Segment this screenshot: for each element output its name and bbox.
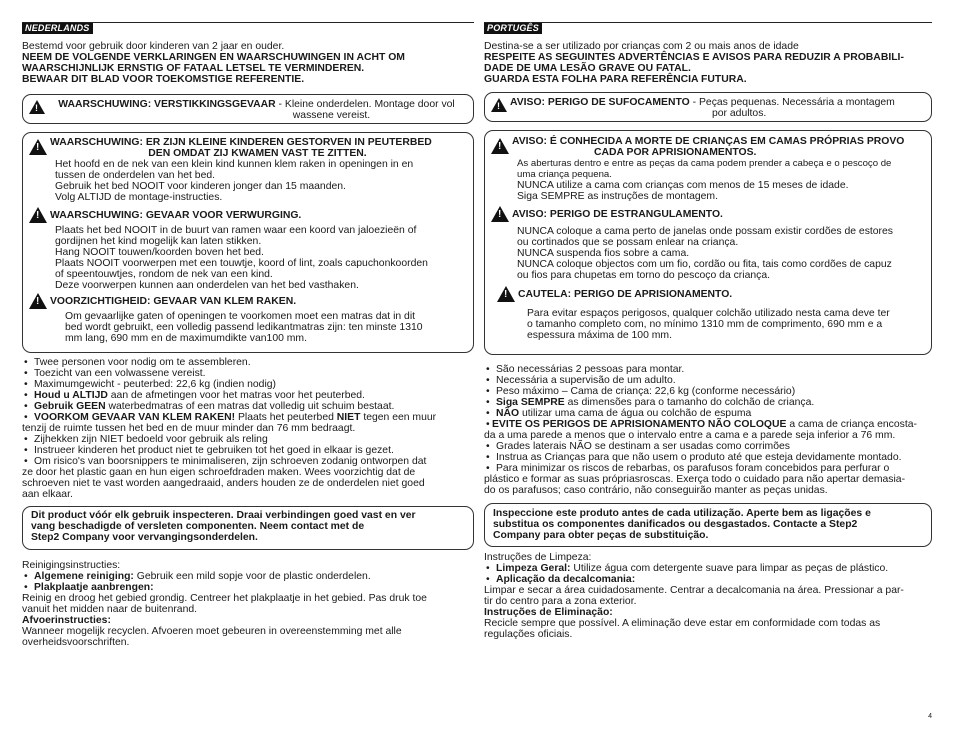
warnings-box xyxy=(22,132,474,353)
strangulation-text xyxy=(491,226,923,281)
item-bold: EVITE OS PERIGOS DE APRISIONAMENTO NÃO COLOQUE xyxy=(492,419,787,430)
list-item xyxy=(22,401,474,412)
text-line: NUNCA coloque a cama perto de janelas onde possam existir cordões de estores xyxy=(517,226,893,237)
list-item xyxy=(22,571,474,582)
cleaning-section xyxy=(22,560,474,648)
dutch-column xyxy=(22,22,474,648)
warning-icon xyxy=(491,206,509,222)
text-line: espessura máxima de 100 mm. xyxy=(527,330,672,341)
language-tab-portuguese: PORTUGÊS xyxy=(484,23,542,34)
item-text: Gebruik een mild sopje voor de plastic onderdelen. xyxy=(133,571,371,582)
text-line: Plaats NOOIT voorwerpen met een touwtje, koord of lint, zoals capuchonkoorden xyxy=(55,258,428,269)
warning-icon xyxy=(491,98,507,112)
intro-dutch xyxy=(22,41,474,85)
inspect-box xyxy=(22,506,474,550)
text-line: vang beschadigde of versleten componenten. Neem contact met de xyxy=(31,521,365,532)
text-line: NUNCA utilize a cama com crianças com menos de 15 meses de idade. xyxy=(517,180,849,191)
caution-heading: VOORZICHTIGHEID: GEVAAR VAN KLEM RAKEN. xyxy=(50,296,297,307)
text-line: tussen de onderdelen van het bed. xyxy=(55,170,216,181)
intro-text: Destina-se a ser utilizado por crianças com 2 ou mais anos de idade xyxy=(484,41,799,52)
cleaning-list xyxy=(22,571,474,593)
disposal-title: Instruções de Eliminação: xyxy=(484,607,613,618)
item-text: as dimensões para o tamanho do colchão de criança. xyxy=(564,397,815,408)
intro-bold-line: BEWAAR DIT BLAD VOOR TOEKOMSTIGE REFERENTIE. xyxy=(22,74,305,85)
entrapment-text xyxy=(491,159,923,202)
item-text: Peso máximo – Cama de criança: 22,6 kg (conforme necessário) xyxy=(496,386,796,397)
text-line: vanuit het midden naar de buitenrand. xyxy=(22,604,198,615)
warning-icon xyxy=(29,207,47,223)
text-line: schroeven niet te vast worden aangedraaid, anders houden ze de onderdelen niet goed xyxy=(22,478,425,489)
cleaning-title: Instruções de Limpeza: xyxy=(484,552,592,563)
list-item xyxy=(484,408,932,419)
text-line: Limpar e secar a área cuidadosamente. Centrar a decalcomania na área. Pressionar a par- xyxy=(484,585,904,596)
text-line: gordijnen het kind mogelijk kan laten stikken. xyxy=(55,236,262,247)
text-line: of speentouwtjes, rondom de nek van een kind. xyxy=(55,269,273,280)
item-text: Maximumgewicht - peuterbed: 22,6 kg (indien nodig) xyxy=(34,379,276,390)
caution-text xyxy=(29,311,465,344)
list-item xyxy=(22,368,474,379)
text-line: Volg ALTIJD de montage-instructies. xyxy=(55,192,223,203)
list-item: • Instrueer kinderen het product niet te gebruiken tot het goed in elkaar is gezet. xyxy=(22,445,474,456)
text-line: Hang NOOIT touwen/koorden boven het bed. xyxy=(55,247,264,258)
list-item xyxy=(22,379,474,390)
text-line: mm lang, 690 mm en de maximumdikte van100 mm. xyxy=(65,333,307,344)
warning-icon xyxy=(29,139,47,155)
list-continuation xyxy=(22,467,474,500)
cleaning-list xyxy=(484,563,932,585)
language-header-dutch xyxy=(22,22,474,34)
intro-text: Bestemd voor gebruik door kinderen van 2 jaar en ouder. xyxy=(22,41,285,52)
warning-icon xyxy=(29,100,45,114)
caution-icon xyxy=(29,293,47,309)
cleaning-title: Reinigingsinstructies: xyxy=(22,560,121,571)
text-line: regulações oficiais. xyxy=(484,629,573,640)
choking-text-cont: por adultos. xyxy=(712,108,767,119)
item-text: waterbedmatras of een matras dat volledig uit schuim bestaat. xyxy=(105,401,395,412)
list-item: • Zijhekken zijn NIET bedoeld voor gebruik als reling xyxy=(22,434,474,445)
text-line: Om gevaarlijke gaten of openingen te voorkomen moet een matras dat in dit xyxy=(65,311,416,322)
item-bold: Limpeza Geral: xyxy=(496,563,571,574)
text-line: uma criança pequena. xyxy=(517,168,612,180)
list-continuation: tenzij de ruimte tussen het bed en de muur minder dan 76 mm bedraagt. xyxy=(22,423,356,434)
intro-portuguese xyxy=(484,41,932,85)
text-line: overheidsvoorschriften. xyxy=(22,637,130,648)
item-text: a cama de criança encosta- xyxy=(786,419,917,430)
intro-bold-line: DADE DE UMA LESÃO GRAVE OU FATAL. xyxy=(484,63,691,74)
entrapment-heading-cont: CADA POR APRISIONAMENTOS. xyxy=(594,147,757,158)
item-text: São necessárias 2 pessoas para montar. xyxy=(496,364,685,375)
item-text: Twee personen voor nodig om te assembleren. xyxy=(34,357,251,368)
item-text: Necessária a supervisão de um adulto. xyxy=(496,375,676,386)
text-line: Reinig en droog het gebied grondig. Centreer het plakplaatje in het gebied. Pas druk toe xyxy=(22,593,427,604)
list-item xyxy=(22,582,474,593)
assembly-notes-list xyxy=(484,364,932,430)
text-line: Step2 Company voor vervangingsonderdelen. xyxy=(31,532,258,543)
warnings-box xyxy=(484,130,932,355)
inspect-box xyxy=(484,503,932,547)
entrapment-heading: WAARSCHUWING: ER ZIJN KLEINE KINDEREN GESTORVEN IN PEUTERBED xyxy=(50,137,432,148)
choking-text: - Kleine onderdelen. Montage door vol xyxy=(275,99,455,110)
text-line: Company para obter peças de substituição. xyxy=(493,530,709,541)
assembly-notes-list-2 xyxy=(484,441,932,474)
item-bold: Aplicação da decalcomania: xyxy=(496,574,636,585)
item-text: Plaats het peuterbed xyxy=(235,412,337,423)
text-line: Inspeccione este produto antes de cada utilização. Aperte bem as ligações e xyxy=(493,508,871,519)
text-line: Wanneer mogelijk recyclen. Afvoeren moet gebeuren in overeenstemming met alle xyxy=(22,626,402,637)
intro-bold-line: WAARSCHIJNLIJK ERNSTIG OF FATAAL LETSEL TE VERMINDEREN. xyxy=(22,63,365,74)
text-line: NUNCA suspenda fios sobre a cama. xyxy=(517,248,690,259)
choking-heading: AVISO: PERIGO DE SUFOCAMENTO xyxy=(510,97,690,108)
choking-text: - Peças pequenas. Necessária a montagem xyxy=(689,97,895,108)
item-text: tegen een muur xyxy=(360,412,437,423)
entrapment-text xyxy=(29,159,465,203)
choking-warning-box xyxy=(484,92,932,122)
text-line: NUNCA coloque objectos com um fio, cordão ou fita, tais como cordões de capuz xyxy=(517,259,892,270)
text-line: Recicle sempre que possível. A eliminação deve estar em conformidade com todas as xyxy=(484,618,881,629)
warning-icon xyxy=(491,138,509,154)
list-item xyxy=(22,357,474,368)
strangulation-heading: AVISO: PERIGO DE ESTRANGULAMENTO. xyxy=(512,209,723,220)
intro-bold-line: RESPEITE AS SEGUINTES ADVERTÊNCIAS E AVISOS PARA REDUZIR A PROBABILI- xyxy=(484,52,904,63)
list-item xyxy=(22,412,474,423)
text-line: tir do centro para a zona exterior. xyxy=(484,596,637,607)
disposal-title: Afvoerinstructies: xyxy=(22,615,111,626)
portuguese-column xyxy=(484,22,932,640)
list-item xyxy=(484,574,932,585)
item-bold: Algemene reiniging: xyxy=(34,571,134,582)
choking-heading: WAARSCHUWING: VERSTIKKINGSGEVAAR xyxy=(58,99,276,110)
item-bold: Siga SEMPRE xyxy=(496,397,565,408)
text-line: Het hoofd en de nek van een klein kind kunnen klem raken in openingen in en xyxy=(55,159,414,170)
list-continuation xyxy=(484,474,932,496)
text-line: ou cortinados que se possam enlear na criança. xyxy=(517,237,739,248)
text-line: Deze voorwerpen kunnen aan onderdelen van het bed vasthaken. xyxy=(55,280,359,291)
entrapment-heading: AVISO: É CONHECIDA A MORTE DE CRIANÇAS EM CAMAS PRÓPRIAS PROVO xyxy=(512,136,905,147)
item-text: utilizar uma cama de água ou colchão de espuma xyxy=(519,408,752,419)
entrapment-heading-cont: DEN OMDAT ZIJ KWAMEN VAST TE ZITTEN. xyxy=(148,148,367,159)
list-item xyxy=(484,397,932,408)
list-item xyxy=(484,563,932,574)
list-item xyxy=(22,390,474,401)
list-continuation: da a uma parede a menos que o intervalo entre a cama e a parede seja inferior a 76 mm. xyxy=(484,430,896,441)
language-tab-dutch: NEDERLANDS xyxy=(22,23,93,34)
list-item xyxy=(484,419,932,430)
item-bold: Houd u ALTIJD xyxy=(34,390,108,401)
cleaning-section xyxy=(484,552,932,640)
strangulation-heading: WAARSCHUWING: GEVAAR VOOR VERWURGING. xyxy=(50,210,302,221)
text-line: Gebruik het bed NOOIT voor kinderen jonger dan 15 maanden. xyxy=(55,181,346,192)
list-item: • Grades laterais NÃO se destinam a ser usadas como corrimões xyxy=(484,441,932,452)
caution-icon xyxy=(497,286,515,302)
text-line: As aberturas dentro e entre as peças da cama podem prender a cabeça e o pescoço de xyxy=(517,158,892,169)
intro-bold-line: GUARDA ESTA FOLHA PARA REFERÊNCIA FUTURA. xyxy=(484,74,747,85)
text-line: substitua os componentes danificados ou desgastados. Contacte a Step2 xyxy=(493,519,858,530)
list-item: • Para minimizar os riscos de rebarbas, os parafusos foram concebidos para perfurar o xyxy=(484,463,932,474)
list-item xyxy=(484,386,932,397)
caution-heading: CAUTELA: PERIGO DE APRISIONAMENTO. xyxy=(518,289,733,300)
list-item: • Om risico's van boorsnippers te minimaliseren, zijn schroeven zodanig ontworpen dat xyxy=(22,456,474,467)
text-line: ze door het plastic gaan en hun eigen schroefdraden maken. Wees voorzichtig dat de xyxy=(22,467,416,478)
text-line: bed wordt gebruikt, een volledig passend ledikantmatras zijn: ten minste 1310 xyxy=(65,322,423,333)
choking-warning-box xyxy=(22,94,474,124)
text-line: Para evitar espaços perigosos, qualquer colchão utilizado nesta cama deve ter xyxy=(527,308,890,319)
choking-text-cont: wassene vereist. xyxy=(292,110,371,121)
text-line: plástico e formar as suas própriasroscas. Exerça todo o cuidado para não apertar demasia- xyxy=(484,474,906,485)
item-bold: VOORKOM GEVAAR VAN KLEM RAKEN! xyxy=(34,412,236,423)
text-line: Siga SEMPRE as instruções de montagem. xyxy=(517,191,718,202)
assembly-notes-list xyxy=(22,357,474,423)
text-line: Plaats het bed NOOIT in de buurt van ramen waar een koord van jaloezieën of xyxy=(55,225,417,236)
assembly-notes-list-2 xyxy=(22,434,474,467)
list-item xyxy=(484,364,932,375)
language-header-portuguese xyxy=(484,22,932,34)
strangulation-text xyxy=(29,225,465,291)
list-item: • Instrua as Crianças para que não usem o produto até que esteja devidamente montado. xyxy=(484,452,932,463)
item-bold: Gebruik GEEN xyxy=(34,401,106,412)
list-item xyxy=(484,375,932,386)
item-text: Utilize água com detergente suave para limpar as peças de plástico. xyxy=(570,563,889,574)
page-number: 4 xyxy=(928,713,932,720)
item-bold: Plakplaatje aanbrengen: xyxy=(34,582,154,593)
caution-text xyxy=(491,308,923,341)
item-text: Toezicht van een volwassene vereist. xyxy=(34,368,206,379)
text-line: aan elkaar. xyxy=(22,489,73,500)
item-bold: NÃO xyxy=(496,408,520,419)
item-text: aan de afmetingen voor het matras voor het peuterbed. xyxy=(107,390,365,401)
text-line: do os parafusos; caso contrário, não conseguirão manter as peças unidas. xyxy=(484,485,828,496)
item-bold: NIET xyxy=(336,412,361,423)
text-line: ou fios para chupetas em torno do pescoço da criança. xyxy=(517,270,770,281)
text-line: Dit product vóór elk gebruik inspecteren. Draai verbindingen goed vast en ver xyxy=(31,510,416,521)
intro-bold-line: NEEM DE VOLGENDE VERKLARINGEN EN WAARSCHUWINGEN IN ACHT OM xyxy=(22,52,405,63)
text-line: o tamanho completo com, no mínimo 1310 mm de comprimento, 690 mm e a xyxy=(527,319,883,330)
